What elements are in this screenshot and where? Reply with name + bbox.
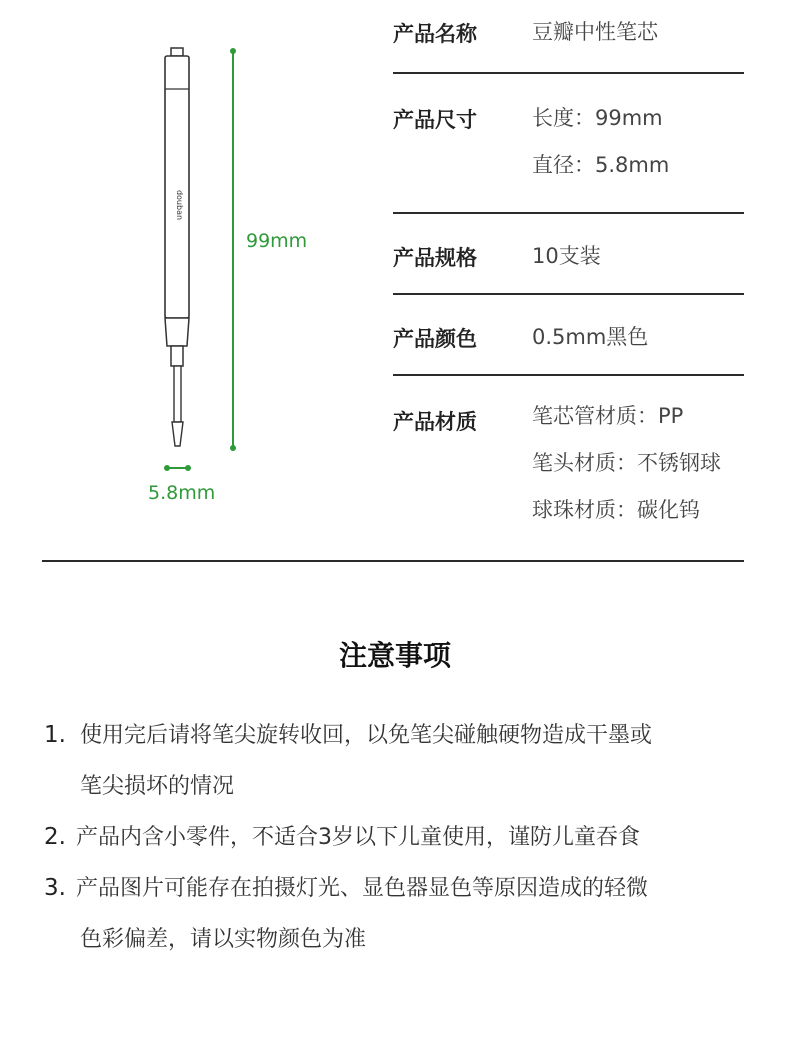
refill-tip — [172, 422, 183, 446]
spec-row-name — [393, 0, 744, 74]
note-number: 1. — [44, 722, 66, 748]
section-divider — [42, 560, 744, 562]
notes-title: 注意事项 — [338, 639, 451, 672]
length-dimension-label: 99mm — [246, 230, 308, 252]
note-line: 产品图片可能存在拍摄灯光、显色器显色等原因造成的轻微 — [76, 876, 649, 901]
refill-tube — [165, 56, 189, 318]
spec-row-size — [393, 74, 744, 214]
spec-label: 产品名称 — [393, 22, 477, 46]
note-line: 使用完后请将笔尖旋转收回，以免笔尖碰触硬物造成干墨或 — [80, 723, 653, 748]
spec-value: 豆瓣中性笔芯 — [532, 20, 658, 44]
spec-label: 产品规格 — [393, 246, 477, 270]
spec-label: 产品材质 — [393, 410, 477, 434]
refill-taper — [165, 318, 189, 346]
spec-label: 产品颜色 — [393, 327, 477, 351]
length-dimension-end — [230, 445, 236, 451]
note-item — [44, 863, 756, 965]
refill-collar — [171, 346, 183, 366]
note-line: 产品内含小零件，不适合3岁以下儿童使用，谨防儿童吞食 — [76, 825, 640, 850]
pen-brand-text: douban — [175, 189, 184, 221]
diameter-dimension-end — [185, 465, 191, 471]
spec-value: 笔芯管材质：PP — [532, 404, 684, 428]
spec-value: 10支装 — [532, 244, 601, 268]
diameter-dimension-label: 5.8mm — [148, 482, 216, 504]
spec-value: 球珠材质：碳化钨 — [532, 498, 700, 522]
refill-illustration — [0, 0, 340, 520]
spec-label: 产品尺寸 — [393, 108, 477, 132]
spec-value: 笔头材质：不锈钢球 — [532, 451, 721, 475]
spec-row-color — [393, 295, 744, 376]
spec-value: 0.5mm黑色 — [532, 325, 649, 349]
length-dimension-line — [232, 50, 234, 448]
diameter-dimension-start — [164, 465, 170, 471]
spec-row-package — [393, 214, 744, 295]
notes-list — [44, 710, 756, 965]
spec-row-material — [393, 376, 744, 556]
length-dimension-start — [230, 48, 236, 54]
spec-value: 直径：5.8mm — [532, 153, 670, 177]
refill-tip-shaft — [174, 366, 181, 422]
note-line: 笔尖损坏的情况 — [80, 774, 235, 799]
note-item — [44, 710, 756, 812]
note-number: 2. — [44, 824, 66, 850]
spec-value: 长度：99mm — [532, 106, 663, 130]
refill-cap — [171, 48, 183, 56]
note-line: 色彩偏差，请以实物颜色为准 — [80, 927, 367, 952]
note-number: 3. — [44, 875, 66, 901]
note-item — [44, 812, 756, 863]
spec-table — [393, 0, 744, 556]
refill-diagram — [0, 0, 340, 520]
